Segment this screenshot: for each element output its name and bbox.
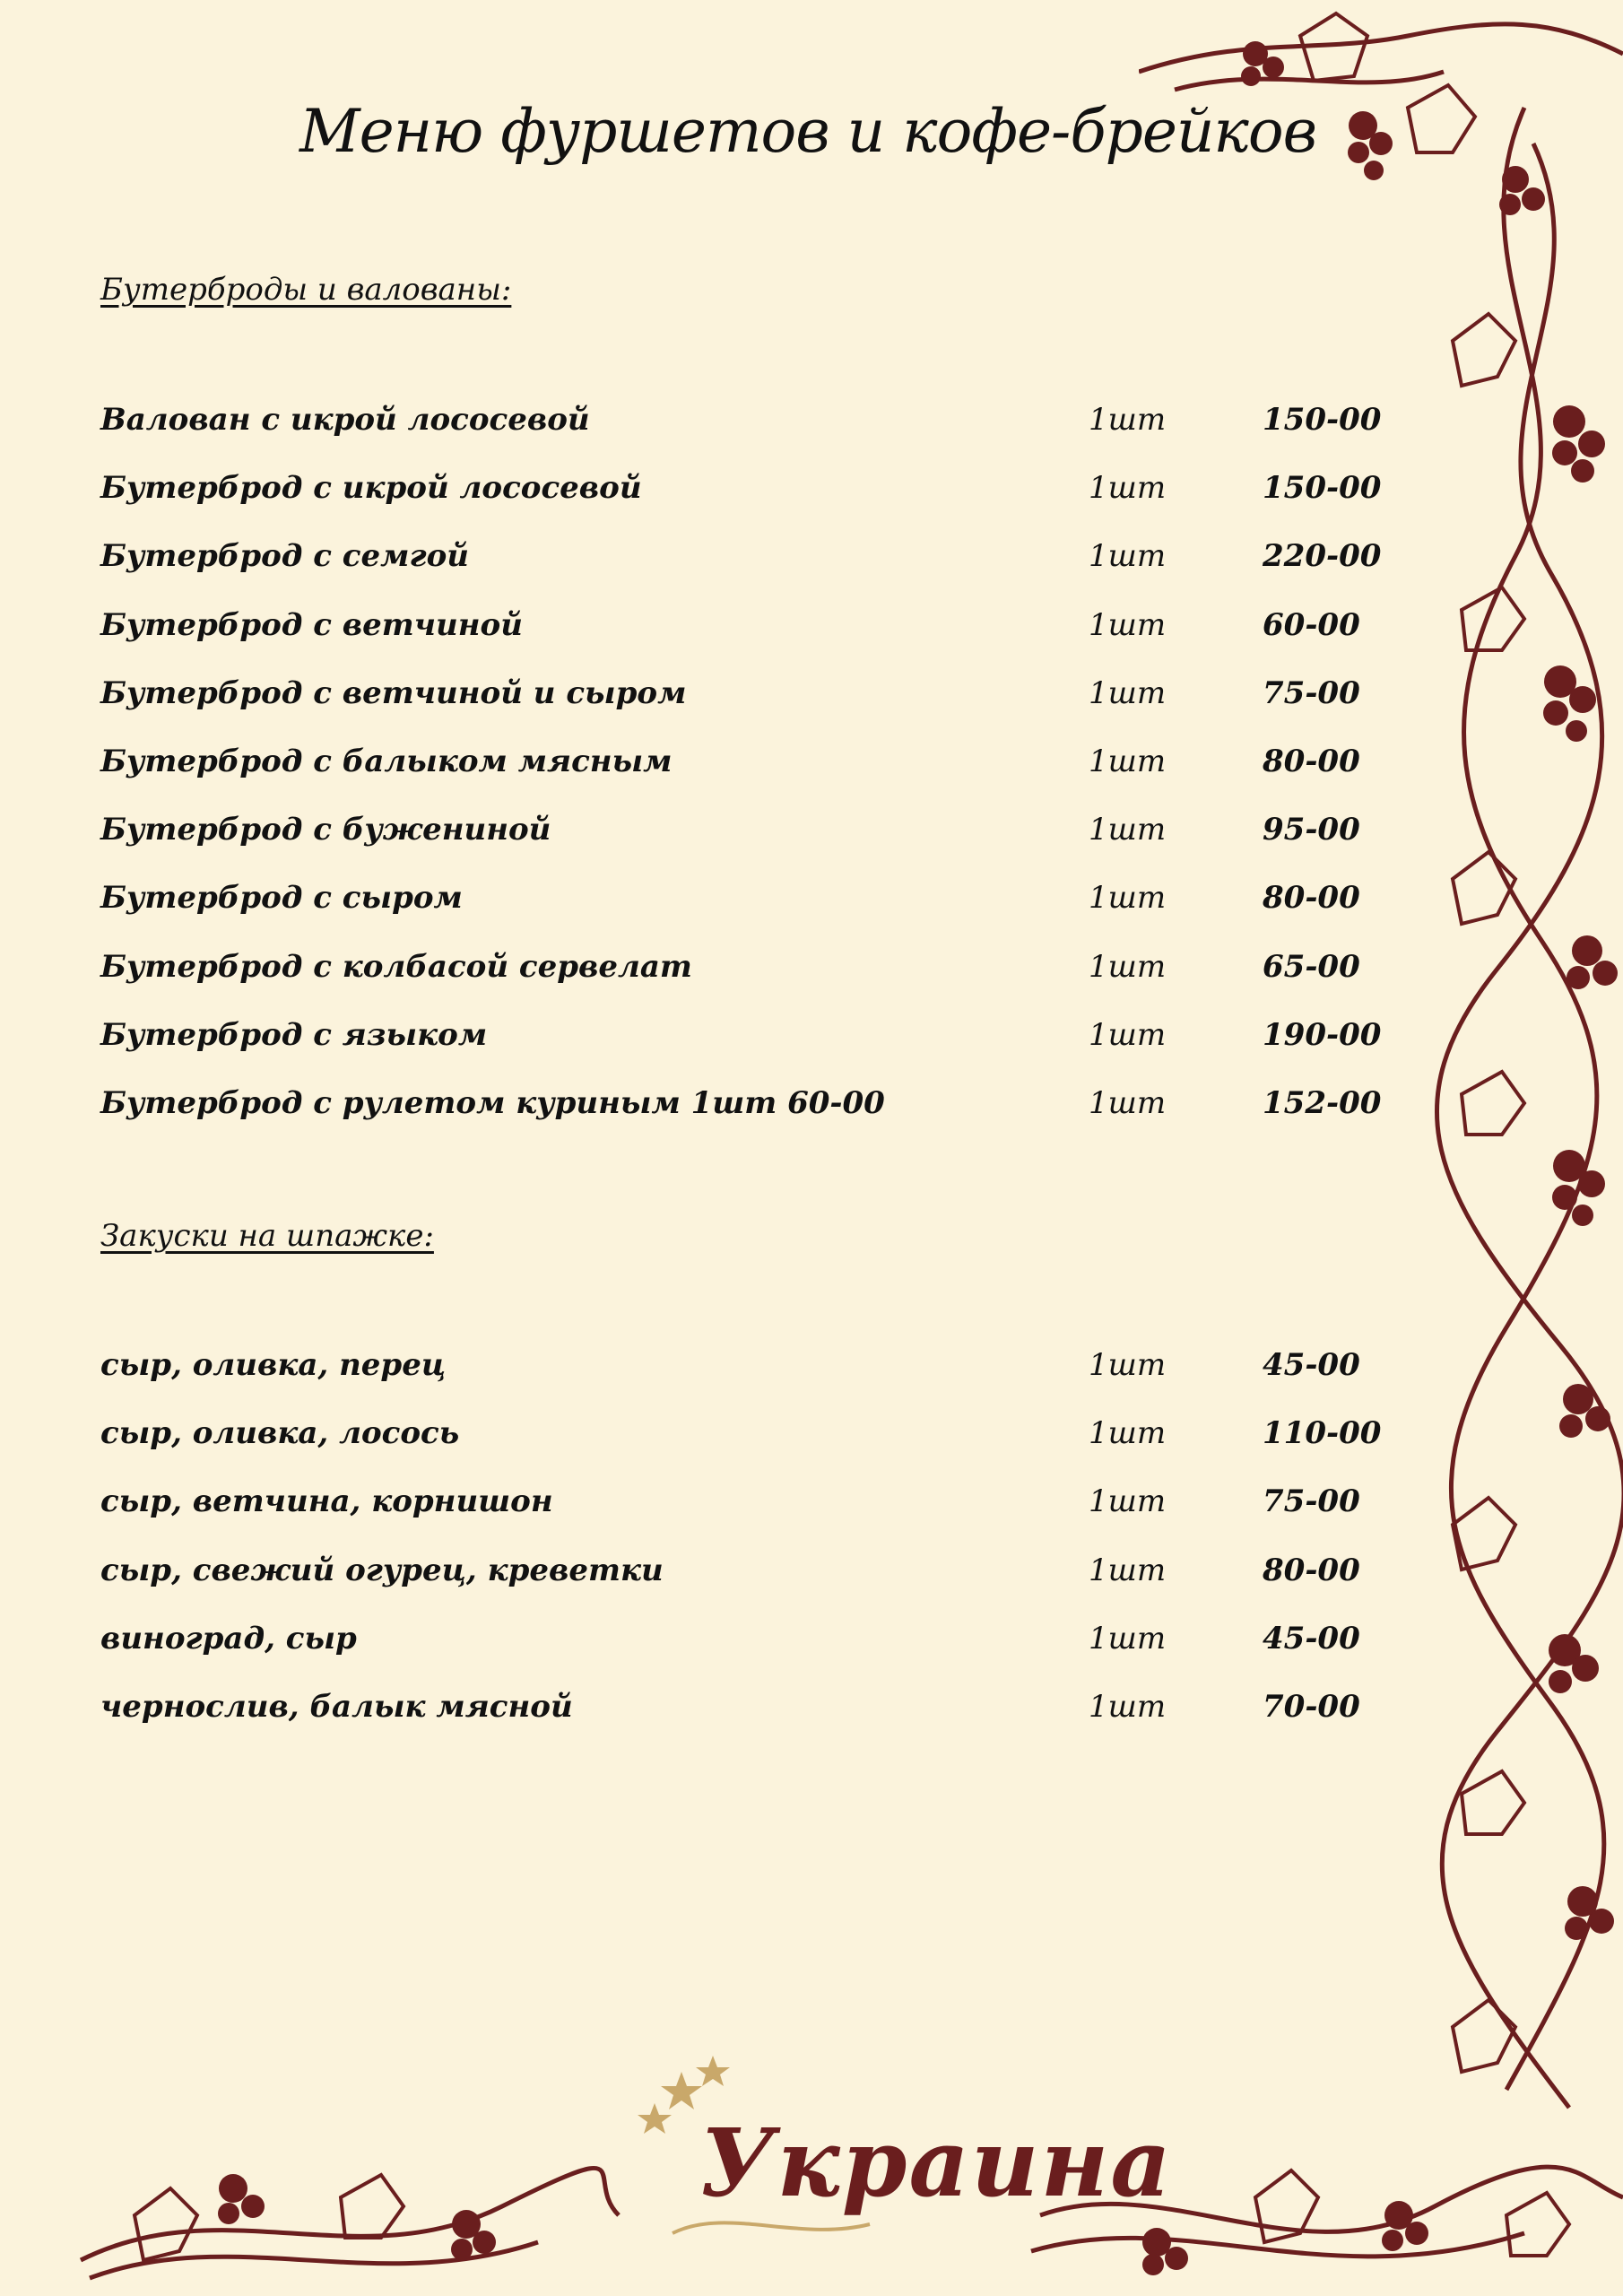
- item-name: сыр, оливка, лосось: [100, 1415, 460, 1451]
- list-item: [100, 1017, 1428, 1085]
- list-item: [100, 607, 1428, 675]
- item-name: Бутерброд с рулетом куриным 1шт 60-00: [100, 1085, 885, 1121]
- list-item: [100, 675, 1428, 744]
- item-price: 150-00: [1263, 402, 1382, 438]
- item-price: 65-00: [1263, 949, 1360, 985]
- list-item: [100, 402, 1428, 470]
- item-unit: 1шт: [1089, 607, 1167, 643]
- item-price: 80-00: [1263, 880, 1360, 916]
- item-unit: 1шт: [1089, 538, 1167, 574]
- restaurant-logo: [619, 2054, 1173, 2260]
- item-name: сыр, свежий огурец, креветки: [100, 1552, 664, 1588]
- item-price: 75-00: [1263, 675, 1360, 711]
- item-price: 220-00: [1263, 538, 1382, 574]
- item-price: 150-00: [1263, 470, 1382, 506]
- item-name: Бутерброд с колбасой сервелат: [100, 949, 692, 985]
- item-name: Бутерброд с икрой лососевой: [100, 470, 642, 506]
- item-name: Бутерброд с сыром: [100, 880, 463, 916]
- item-price: 190-00: [1263, 1017, 1382, 1053]
- item-unit: 1шт: [1089, 1085, 1167, 1121]
- item-unit: 1шт: [1089, 675, 1167, 711]
- item-name: Бутерброд с семгой: [100, 538, 469, 574]
- item-name: чернослив, балык мясной: [100, 1689, 573, 1725]
- item-unit: 1шт: [1089, 1621, 1167, 1657]
- list-item: [100, 1552, 1428, 1621]
- item-name: Бутерброд с бужениной: [100, 812, 551, 848]
- logo-wordmark: Украина: [699, 2108, 1173, 2218]
- item-unit: 1шт: [1089, 470, 1167, 506]
- item-unit: 1шт: [1089, 1689, 1167, 1725]
- item-price: 45-00: [1263, 1621, 1360, 1657]
- list-item: [100, 812, 1428, 880]
- list-item: [100, 1347, 1428, 1415]
- item-price: 80-00: [1263, 1552, 1360, 1588]
- section-heading-sandwiches: Бутерброды и валованы:: [100, 272, 512, 308]
- item-name: Бутерброд с ветчиной: [100, 607, 523, 643]
- section-heading-skewers: Закуски на шпажке:: [100, 1218, 434, 1254]
- item-unit: 1шт: [1089, 880, 1167, 916]
- item-price: 70-00: [1263, 1689, 1360, 1725]
- item-name: Бутерброд с балыком мясным: [100, 744, 673, 779]
- item-unit: 1шт: [1089, 744, 1167, 779]
- item-unit: 1шт: [1089, 402, 1167, 438]
- list-item: [100, 949, 1428, 1017]
- item-unit: 1шт: [1089, 949, 1167, 985]
- list-item: [100, 470, 1428, 538]
- list-item: [100, 1085, 1428, 1153]
- list-item: [100, 1415, 1428, 1483]
- item-name: сыр, ветчина, корнишон: [100, 1483, 553, 1519]
- item-name: сыр, оливка, перец: [100, 1347, 447, 1383]
- item-price: 60-00: [1263, 607, 1360, 643]
- grapevine-border-right-icon: [1399, 0, 1623, 2296]
- item-unit: 1шт: [1089, 1347, 1167, 1383]
- page-title: Меню фуршетов и кофе-брейков: [299, 97, 1316, 166]
- item-price: 110-00: [1263, 1415, 1382, 1451]
- item-unit: 1шт: [1089, 812, 1167, 848]
- item-name: виноград, сыр: [100, 1621, 357, 1657]
- item-price: 95-00: [1263, 812, 1360, 848]
- item-name: Бутерброд с ветчиной и сыром: [100, 675, 687, 711]
- list-item: [100, 1689, 1428, 1757]
- item-unit: 1шт: [1089, 1483, 1167, 1519]
- item-unit: 1шт: [1089, 1415, 1167, 1451]
- list-item: [100, 880, 1428, 948]
- list-item: [100, 1621, 1428, 1689]
- item-price: 80-00: [1263, 744, 1360, 779]
- item-price: 45-00: [1263, 1347, 1360, 1383]
- item-name: Бутерброд с языком: [100, 1017, 488, 1053]
- item-price: 75-00: [1263, 1483, 1360, 1519]
- item-name: Валован с икрой лососевой: [100, 402, 590, 438]
- item-unit: 1шт: [1089, 1017, 1167, 1053]
- list-item: [100, 1483, 1428, 1552]
- item-unit: 1шт: [1089, 1552, 1167, 1588]
- item-price: 152-00: [1263, 1085, 1382, 1121]
- list-item: [100, 744, 1428, 812]
- list-item: [100, 538, 1428, 606]
